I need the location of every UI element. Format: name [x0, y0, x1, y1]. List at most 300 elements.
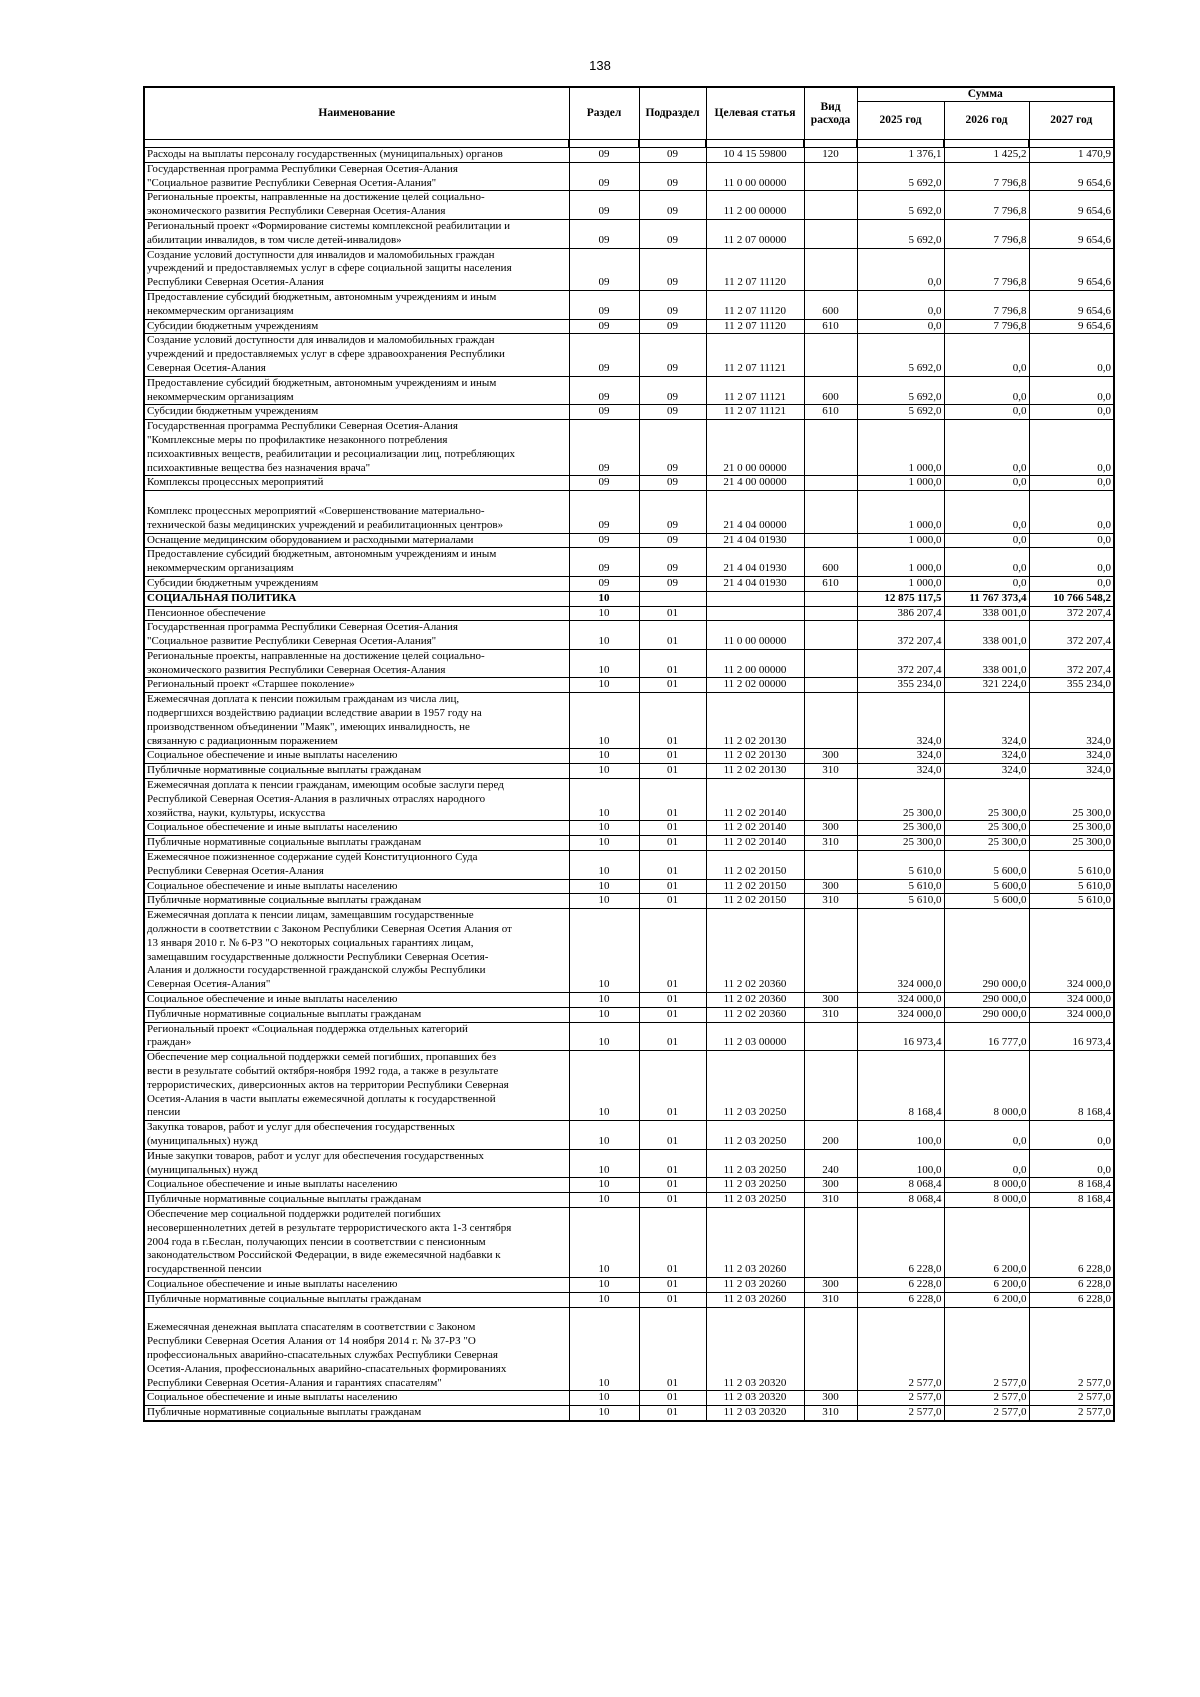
row-target: 11 2 03 20320 [706, 1307, 804, 1391]
row-section: 09 [569, 405, 639, 420]
row-value-2026: 321 224,0 [944, 678, 1029, 693]
row-name: Создание условий доступности для инвалидов и маломобильных граждан учреждений и предоставляемых услуг в сфере здравоохранения Республики Северная Осетия-Алания [144, 334, 569, 376]
header-type: Вид расхода [804, 87, 857, 140]
row-value-2027: 2 577,0 [1029, 1406, 1114, 1421]
row-type: 300 [804, 993, 857, 1008]
row-value-2027: 372 207,4 [1029, 606, 1114, 621]
row-section: 09 [569, 191, 639, 220]
row-value-2027: 8 168,4 [1029, 1178, 1114, 1193]
row-type: 310 [804, 1193, 857, 1208]
row-target: 21 0 00 00000 [706, 420, 804, 476]
row-value-2025: 355 234,0 [857, 678, 944, 693]
row-type [804, 678, 857, 693]
row-name: Публичные нормативные социальные выплаты гражданам [144, 1193, 569, 1208]
table-row [144, 649, 1114, 678]
row-target: 11 2 02 20360 [706, 909, 804, 993]
row-value-2027: 6 228,0 [1029, 1292, 1114, 1307]
row-value-2026: 6 200,0 [944, 1207, 1029, 1277]
row-subsection: 09 [639, 420, 706, 476]
row-type: 610 [804, 405, 857, 420]
row-target: 11 2 07 11121 [706, 376, 804, 405]
row-value-2025: 5 692,0 [857, 162, 944, 191]
row-type [804, 621, 857, 650]
row-value-2025: 2 577,0 [857, 1406, 944, 1421]
table-row [144, 693, 1114, 749]
row-name: Социальное обеспечение и иные выплаты населению [144, 993, 569, 1008]
row-value-2027: 0,0 [1029, 476, 1114, 491]
row-value-2026: 7 796,8 [944, 219, 1029, 248]
row-value-2027: 355 234,0 [1029, 678, 1114, 693]
table-row [144, 821, 1114, 836]
row-subsection: 09 [639, 148, 706, 163]
row-subsection: 01 [639, 693, 706, 749]
header-section: Раздел [569, 87, 639, 140]
row-value-2025: 5 610,0 [857, 879, 944, 894]
row-section: 10 [569, 993, 639, 1008]
table-row [144, 909, 1114, 993]
row-target: 11 2 07 11120 [706, 248, 804, 290]
row-section: 09 [569, 219, 639, 248]
row-section: 09 [569, 290, 639, 319]
row-name: Государственная программа Республики Северная Осетия-Алания "Социальное развитие Республики Северная Осетия-Алания" [144, 621, 569, 650]
row-value-2026: 7 796,8 [944, 248, 1029, 290]
row-value-2025: 5 610,0 [857, 851, 944, 880]
row-section: 10 [569, 836, 639, 851]
row-type: 600 [804, 548, 857, 577]
row-value-2026: 0,0 [944, 1121, 1029, 1150]
table-row [144, 491, 1114, 533]
page-number: 138 [589, 58, 611, 73]
row-value-2027: 8 168,4 [1029, 1193, 1114, 1208]
row-value-2025: 25 300,0 [857, 836, 944, 851]
row-target: 11 2 02 20130 [706, 693, 804, 749]
row-value-2026: 338 001,0 [944, 649, 1029, 678]
row-type [804, 649, 857, 678]
row-value-2026: 338 001,0 [944, 621, 1029, 650]
row-value-2027: 9 654,6 [1029, 319, 1114, 334]
row-name: Ежемесячная доплата к пенсии пожилым гражданам из числа лиц, подвергшихся воздействию радиации вследствие аварии в 1957 году на производственном объединении "Маяк", имеющих инвалидность, не связанную с радиационным поражением [144, 693, 569, 749]
row-value-2027: 0,0 [1029, 576, 1114, 591]
row-section: 10 [569, 1022, 639, 1051]
row-type [804, 1022, 857, 1051]
row-type [804, 1307, 857, 1391]
row-value-2026: 8 000,0 [944, 1193, 1029, 1208]
row-target: 11 2 02 20150 [706, 851, 804, 880]
row-type [804, 191, 857, 220]
row-value-2026: 324,0 [944, 749, 1029, 764]
row-subsection: 09 [639, 491, 706, 533]
table-row [144, 576, 1114, 591]
row-name: Социальное обеспечение и иные выплаты населению [144, 821, 569, 836]
table-row [144, 376, 1114, 405]
row-name: Закупка товаров, работ и услуг для обеспечения государственных (муниципальных) нужд [144, 1121, 569, 1150]
row-type [804, 476, 857, 491]
table-row [144, 405, 1114, 420]
row-subsection: 01 [639, 879, 706, 894]
row-subsection: 09 [639, 405, 706, 420]
row-value-2026: 0,0 [944, 420, 1029, 476]
row-value-2027: 9 654,6 [1029, 162, 1114, 191]
row-value-2027: 372 207,4 [1029, 621, 1114, 650]
row-value-2026: 0,0 [944, 476, 1029, 491]
row-value-2025: 5 692,0 [857, 219, 944, 248]
row-value-2027: 324 000,0 [1029, 1007, 1114, 1022]
row-value-2026: 1 425,2 [944, 148, 1029, 163]
row-type: 310 [804, 1292, 857, 1307]
row-value-2027: 10 766 548,2 [1029, 591, 1114, 606]
row-type: 300 [804, 749, 857, 764]
row-section: 09 [569, 576, 639, 591]
table-row [144, 1207, 1114, 1277]
row-subsection: 01 [639, 621, 706, 650]
row-section: 10 [569, 909, 639, 993]
row-target: 11 2 03 20260 [706, 1292, 804, 1307]
row-subsection: 01 [639, 678, 706, 693]
row-type [804, 248, 857, 290]
row-value-2026: 25 300,0 [944, 836, 1029, 851]
row-target: 11 2 03 20250 [706, 1051, 804, 1121]
row-value-2027: 8 168,4 [1029, 1051, 1114, 1121]
row-value-2026: 7 796,8 [944, 162, 1029, 191]
row-name: Социальное обеспечение и иные выплаты населению [144, 749, 569, 764]
table-row [144, 591, 1114, 606]
row-value-2027: 9 654,6 [1029, 219, 1114, 248]
table-row [144, 993, 1114, 1008]
row-target: 11 2 02 20150 [706, 879, 804, 894]
row-value-2026: 25 300,0 [944, 821, 1029, 836]
row-type: 120 [804, 148, 857, 163]
row-type: 300 [804, 1391, 857, 1406]
row-value-2027: 372 207,4 [1029, 649, 1114, 678]
row-value-2027: 0,0 [1029, 548, 1114, 577]
row-name: Субсидии бюджетным учреждениям [144, 405, 569, 420]
row-subsection: 01 [639, 1121, 706, 1150]
row-section: 10 [569, 1121, 639, 1150]
table-row [144, 476, 1114, 491]
row-value-2027: 324 000,0 [1029, 993, 1114, 1008]
row-subsection: 09 [639, 290, 706, 319]
row-target: 10 4 15 59800 [706, 148, 804, 163]
row-subsection: 09 [639, 162, 706, 191]
row-value-2027: 9 654,6 [1029, 248, 1114, 290]
row-name: Публичные нормативные социальные выплаты гражданам [144, 764, 569, 779]
row-value-2025: 324,0 [857, 764, 944, 779]
row-value-2027: 9 654,6 [1029, 191, 1114, 220]
row-target: 11 2 02 20140 [706, 836, 804, 851]
row-subsection: 01 [639, 894, 706, 909]
row-value-2025: 5 692,0 [857, 376, 944, 405]
row-value-2025: 1 000,0 [857, 548, 944, 577]
row-section: 10 [569, 1406, 639, 1421]
row-type [804, 1207, 857, 1277]
table-row [144, 248, 1114, 290]
table-row [144, 1121, 1114, 1150]
table-row [144, 1051, 1114, 1121]
header-subsection: Подраздел [639, 87, 706, 140]
row-target: 21 4 04 01930 [706, 548, 804, 577]
row-name: Комплекс процессных мероприятий «Совершенствование материально- технической базы медицинских учреждений и реабилитационных центров» [144, 491, 569, 533]
row-section: 10 [569, 606, 639, 621]
row-section: 10 [569, 764, 639, 779]
row-value-2027: 0,0 [1029, 1149, 1114, 1178]
row-subsection [639, 591, 706, 606]
row-target: 11 2 02 20140 [706, 779, 804, 821]
row-value-2025: 16 973,4 [857, 1022, 944, 1051]
header-sum: Сумма [857, 87, 1114, 102]
row-type [804, 779, 857, 821]
row-target: 11 2 02 20130 [706, 764, 804, 779]
row-type: 300 [804, 1277, 857, 1292]
row-value-2026: 324,0 [944, 693, 1029, 749]
row-target: 21 4 00 00000 [706, 476, 804, 491]
row-value-2026: 0,0 [944, 491, 1029, 533]
row-type [804, 693, 857, 749]
row-section: 10 [569, 649, 639, 678]
row-value-2025: 5 692,0 [857, 334, 944, 376]
row-section: 10 [569, 1007, 639, 1022]
row-value-2025: 1 000,0 [857, 491, 944, 533]
row-value-2025: 386 207,4 [857, 606, 944, 621]
row-name: Создание условий доступности для инвалидов и маломобильных граждан учреждений и предоставляемых услуг в сфере социальной защиты населения Республики Северная Осетия-Алания [144, 248, 569, 290]
row-target [706, 591, 804, 606]
row-type [804, 591, 857, 606]
row-section: 09 [569, 491, 639, 533]
row-value-2027: 324,0 [1029, 749, 1114, 764]
row-section: 10 [569, 879, 639, 894]
row-value-2027: 6 228,0 [1029, 1207, 1114, 1277]
row-subsection: 01 [639, 909, 706, 993]
row-subsection: 01 [639, 1207, 706, 1277]
row-value-2025: 372 207,4 [857, 621, 944, 650]
row-section: 10 [569, 693, 639, 749]
row-value-2026: 0,0 [944, 1149, 1029, 1178]
row-value-2027: 324,0 [1029, 764, 1114, 779]
table-row [144, 420, 1114, 476]
row-section: 10 [569, 621, 639, 650]
table-row [144, 764, 1114, 779]
row-subsection: 01 [639, 821, 706, 836]
row-value-2027: 5 610,0 [1029, 894, 1114, 909]
row-section: 09 [569, 248, 639, 290]
row-subsection: 01 [639, 1178, 706, 1193]
row-subsection: 09 [639, 548, 706, 577]
row-value-2025: 2 577,0 [857, 1307, 944, 1391]
row-value-2027: 1 470,9 [1029, 148, 1114, 163]
row-type: 310 [804, 764, 857, 779]
row-name: Государственная программа Республики Северная Осетия-Алания "Социальное развитие Республики Северная Осетия-Алания" [144, 162, 569, 191]
row-value-2025: 6 228,0 [857, 1207, 944, 1277]
row-name: Региональный проект «Социальная поддержка отдельных категорий граждан» [144, 1022, 569, 1051]
row-section: 10 [569, 1178, 639, 1193]
row-value-2026: 5 600,0 [944, 851, 1029, 880]
row-type [804, 606, 857, 621]
row-target: 11 0 00 00000 [706, 162, 804, 191]
row-name: Ежемесячная доплата к пенсии лицам, замещавшим государственные должности в соответствии с Законом Республики Северная Осетия Алания от 13 января 2010 г. № 6-РЗ "О некоторых социальных гарантиях лицам, замещавшим государственные должности Республики Северная Осетия- Алания и должности государственной гражданской службы Республики Северная Осетия-Алания" [144, 909, 569, 993]
row-section: 09 [569, 420, 639, 476]
header-2027: 2027 год [1029, 102, 1114, 140]
table-row [144, 1391, 1114, 1406]
row-value-2025: 8 068,4 [857, 1193, 944, 1208]
row-target: 11 2 03 20250 [706, 1178, 804, 1193]
row-value-2026: 5 600,0 [944, 894, 1029, 909]
row-value-2025: 324,0 [857, 693, 944, 749]
table-row [144, 678, 1114, 693]
row-value-2026: 0,0 [944, 576, 1029, 591]
row-section: 09 [569, 476, 639, 491]
row-value-2026: 5 600,0 [944, 879, 1029, 894]
row-value-2025: 324 000,0 [857, 1007, 944, 1022]
row-value-2025: 8 068,4 [857, 1178, 944, 1193]
row-subsection: 01 [639, 1051, 706, 1121]
table-body [144, 140, 1114, 1421]
row-subsection: 01 [639, 1007, 706, 1022]
table-row [144, 1277, 1114, 1292]
table-row [144, 1193, 1114, 1208]
row-value-2025: 1 000,0 [857, 476, 944, 491]
row-value-2026: 2 577,0 [944, 1307, 1029, 1391]
table-row [144, 1149, 1114, 1178]
row-value-2027: 0,0 [1029, 420, 1114, 476]
row-value-2025: 324 000,0 [857, 993, 944, 1008]
header-target: Целевая статья [706, 87, 804, 140]
row-name: Расходы на выплаты персоналу государственных (муниципальных) органов [144, 148, 569, 163]
row-target: 11 2 03 20250 [706, 1121, 804, 1150]
table-row [144, 219, 1114, 248]
row-value-2025: 0,0 [857, 248, 944, 290]
row-subsection: 01 [639, 851, 706, 880]
table-row [144, 162, 1114, 191]
row-section: 10 [569, 1277, 639, 1292]
row-subsection: 01 [639, 764, 706, 779]
row-name: Региональные проекты, направленные на достижение целей социально- экономического развития Республики Северная Осетия-Алания [144, 649, 569, 678]
row-section: 10 [569, 678, 639, 693]
row-value-2025: 6 228,0 [857, 1277, 944, 1292]
row-name: Публичные нормативные социальные выплаты гражданам [144, 1406, 569, 1421]
row-section: 09 [569, 376, 639, 405]
row-target: 11 2 02 20140 [706, 821, 804, 836]
row-type: 310 [804, 836, 857, 851]
row-value-2025: 0,0 [857, 319, 944, 334]
row-subsection: 01 [639, 606, 706, 621]
row-type [804, 851, 857, 880]
row-name: Публичные нормативные социальные выплаты гражданам [144, 1007, 569, 1022]
row-subsection: 09 [639, 334, 706, 376]
row-value-2027: 324 000,0 [1029, 909, 1114, 993]
table-row [144, 749, 1114, 764]
row-target: 21 4 04 01930 [706, 576, 804, 591]
row-target: 11 2 03 20250 [706, 1149, 804, 1178]
row-value-2026: 0,0 [944, 548, 1029, 577]
row-target: 11 2 02 00000 [706, 678, 804, 693]
row-target: 11 2 03 00000 [706, 1022, 804, 1051]
row-value-2025: 100,0 [857, 1149, 944, 1178]
table-row [144, 894, 1114, 909]
row-name: Региональные проекты, направленные на достижение целей социально- экономического развития Республики Северная Осетия-Алания [144, 191, 569, 220]
row-name: Публичные нормативные социальные выплаты гражданам [144, 836, 569, 851]
row-subsection: 01 [639, 836, 706, 851]
row-name: Региональный проект «Старшее поколение» [144, 678, 569, 693]
row-subsection: 09 [639, 248, 706, 290]
row-target: 11 2 07 00000 [706, 219, 804, 248]
row-value-2025: 2 577,0 [857, 1391, 944, 1406]
row-value-2026: 7 796,8 [944, 290, 1029, 319]
table-row [144, 548, 1114, 577]
row-value-2027: 9 654,6 [1029, 290, 1114, 319]
row-value-2026: 338 001,0 [944, 606, 1029, 621]
row-subsection: 01 [639, 1292, 706, 1307]
row-subsection: 09 [639, 191, 706, 220]
row-subsection: 01 [639, 1307, 706, 1391]
row-section: 09 [569, 162, 639, 191]
row-subsection: 01 [639, 1022, 706, 1051]
row-name: Социальное обеспечение и иные выплаты населению [144, 1391, 569, 1406]
row-value-2025: 25 300,0 [857, 821, 944, 836]
row-type [804, 491, 857, 533]
row-subsection: 01 [639, 1391, 706, 1406]
row-target: 11 2 07 11120 [706, 290, 804, 319]
row-value-2025: 100,0 [857, 1121, 944, 1150]
row-value-2027: 324,0 [1029, 693, 1114, 749]
row-subsection: 09 [639, 319, 706, 334]
row-subsection: 01 [639, 1193, 706, 1208]
row-target: 11 2 03 20260 [706, 1207, 804, 1277]
row-value-2026: 25 300,0 [944, 779, 1029, 821]
row-value-2025: 372 207,4 [857, 649, 944, 678]
row-name: Публичные нормативные социальные выплаты гражданам [144, 1292, 569, 1307]
row-subsection: 01 [639, 993, 706, 1008]
row-type: 300 [804, 821, 857, 836]
row-target: 11 2 07 11120 [706, 319, 804, 334]
row-target: 11 2 03 20320 [706, 1406, 804, 1421]
row-subsection: 09 [639, 219, 706, 248]
row-name: Ежемесячное пожизненное содержание судей Конституционного Суда Республики Северная Осетия-Алания [144, 851, 569, 880]
row-name: Государственная программа Республики Северная Осетия-Алания "Комплексные меры по профилактике незаконного потребления психоактивных веществ, реабилитации и ресоциализации лиц, потребляющих психоактивные вещества без назначения врача" [144, 420, 569, 476]
row-value-2027: 0,0 [1029, 405, 1114, 420]
row-value-2025: 0,0 [857, 290, 944, 319]
spacer-row [144, 140, 1114, 148]
row-value-2027: 0,0 [1029, 491, 1114, 533]
row-name: Ежемесячная денежная выплата спасателям в соответствии с Законом Республики Северная Осетия Алания от 14 ноября 2014 г. № 37-РЗ "О профессиональных аварийно-спасательных службах Республики Северная Осетия-Алания, профессиональных аварийно-спасательных формированиях Республики Северная Осетия-Алания и гарантиях спасателям" [144, 1307, 569, 1391]
row-section: 10 [569, 1307, 639, 1391]
row-value-2026: 16 777,0 [944, 1022, 1029, 1051]
row-value-2026: 2 577,0 [944, 1406, 1029, 1421]
row-value-2025: 5 692,0 [857, 405, 944, 420]
row-target [706, 606, 804, 621]
row-value-2027: 25 300,0 [1029, 821, 1114, 836]
row-name: Публичные нормативные социальные выплаты гражданам [144, 894, 569, 909]
row-type [804, 533, 857, 548]
row-section: 10 [569, 821, 639, 836]
row-section: 10 [569, 591, 639, 606]
row-value-2027: 0,0 [1029, 376, 1114, 405]
row-target: 11 2 03 20320 [706, 1391, 804, 1406]
row-value-2027: 0,0 [1029, 334, 1114, 376]
row-target: 11 2 02 20360 [706, 993, 804, 1008]
row-name: Субсидии бюджетным учреждениям [144, 319, 569, 334]
row-value-2027: 5 610,0 [1029, 851, 1114, 880]
row-value-2025: 6 228,0 [857, 1292, 944, 1307]
table-row [144, 779, 1114, 821]
row-type [804, 909, 857, 993]
row-subsection: 01 [639, 1277, 706, 1292]
row-target: 11 2 00 00000 [706, 649, 804, 678]
row-type: 200 [804, 1121, 857, 1150]
row-value-2025: 1 000,0 [857, 420, 944, 476]
table-row [144, 319, 1114, 334]
row-type: 610 [804, 576, 857, 591]
row-section: 10 [569, 1207, 639, 1277]
header-2026: 2026 год [944, 102, 1029, 140]
